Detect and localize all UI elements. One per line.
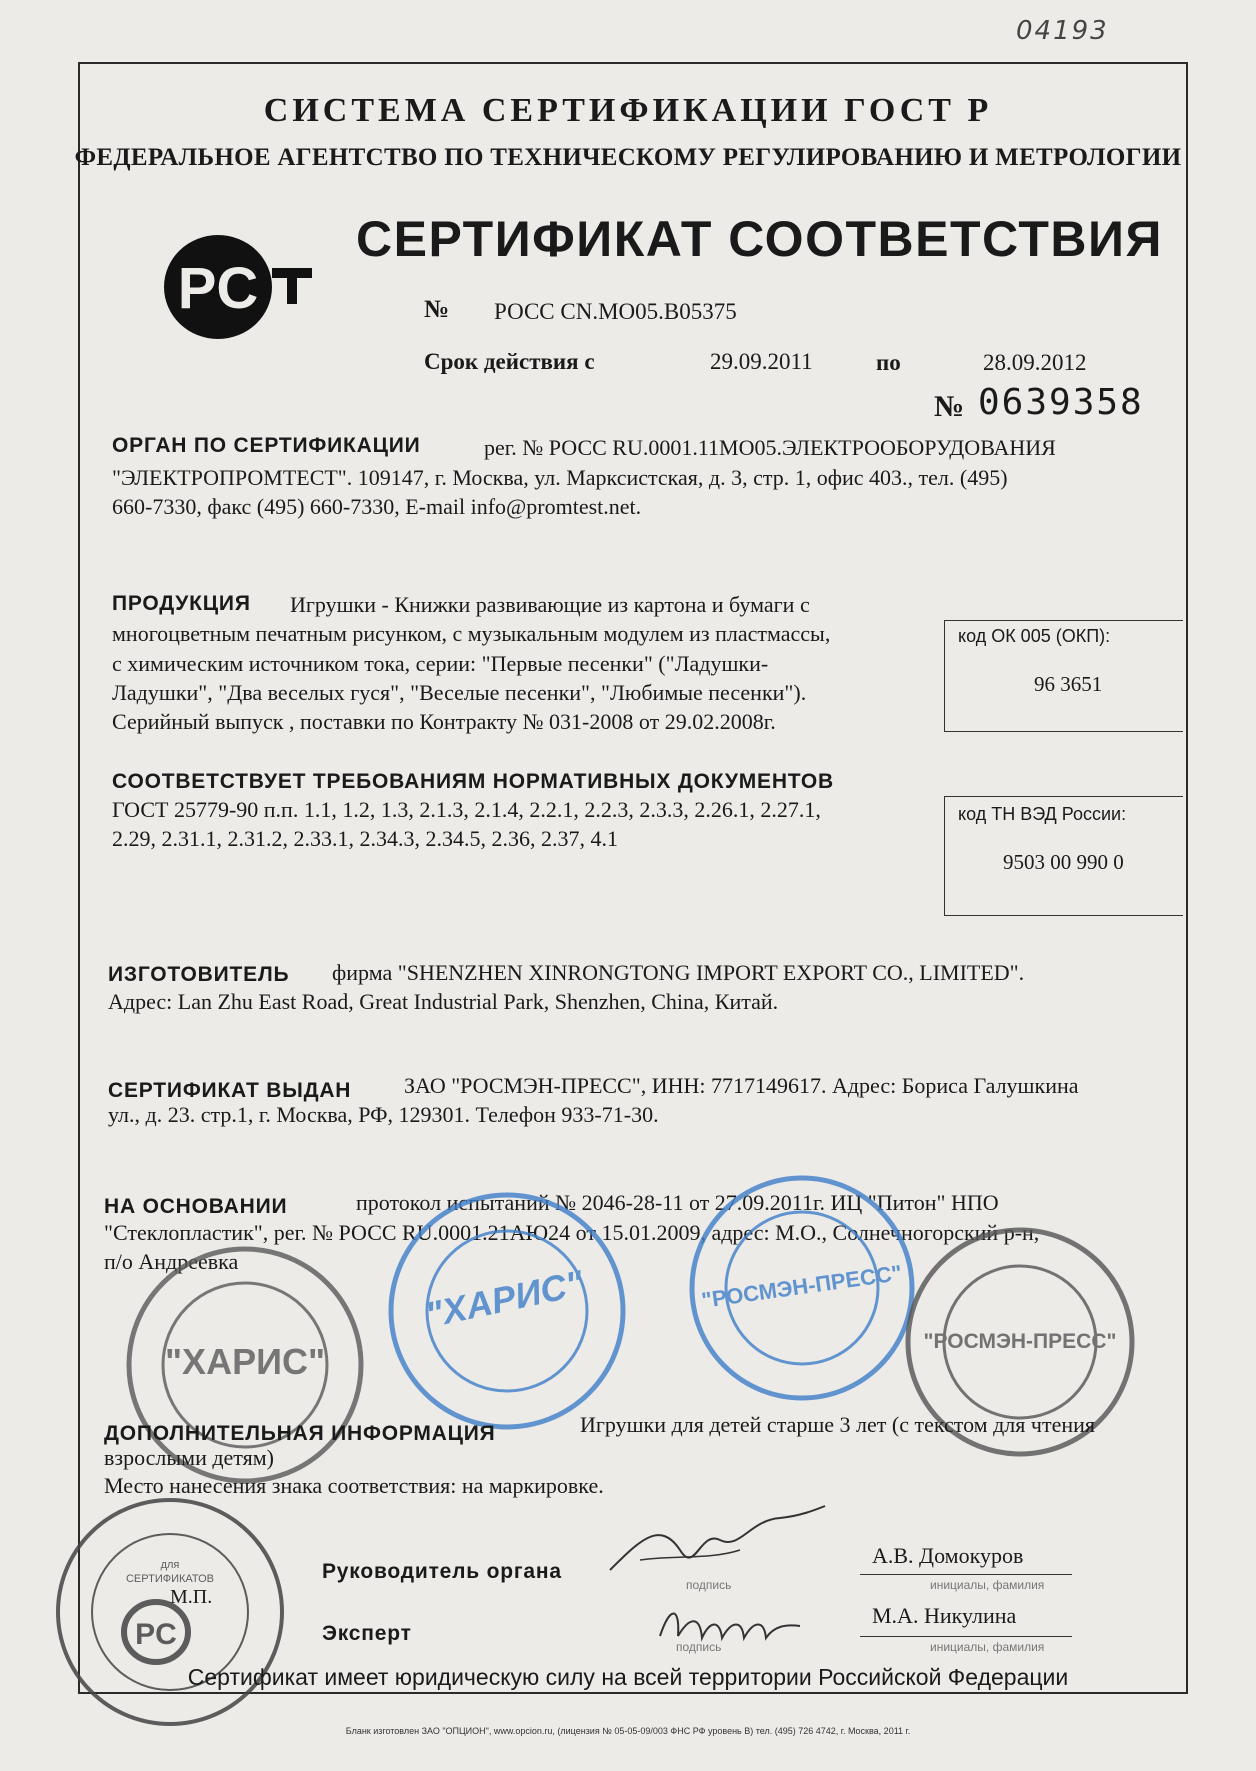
okp-label: код ОК 005 (ОКП):: [958, 626, 1111, 646]
system-title: СИСТЕМА СЕРТИФИКАЦИИ ГОСТ Р: [263, 92, 993, 129]
product-line2: многоцветным печатным рисунком, с музыкальным модулем из пластмассы,: [112, 621, 831, 646]
issued-to-label: СЕРТИФИКАТ ВЫДАН: [108, 1079, 352, 1102]
haris-gray-stamp-text: "ХАРИС": [164, 1341, 326, 1382]
additional-line2: взрослыми детям): [104, 1445, 274, 1470]
validity-label: Срок действия с: [424, 349, 595, 374]
organ-seal-stamp: [50, 1492, 290, 1732]
rosmen-gray-stamp-text: "РОСМЭН-ПРЕСС": [923, 1330, 1117, 1353]
additional-info-label: ДОПОЛНИТЕЛЬНАЯ ИНФОРМАЦИЯ: [104, 1422, 496, 1445]
product-line4: Ладушки", "Два веселых гуся", "Веселые песенки", "Любимые песенки").: [112, 680, 807, 705]
rst-logo-icon: [160, 232, 320, 342]
conformity-label: СООТВЕТСТВУЕТ ТРЕБОВАНИЯМ НОРМАТИВНЫХ ДОКУМЕНТОВ: [112, 770, 835, 793]
certificate-number: РОСС CN.МО05.В05375: [494, 299, 737, 324]
additional-line3: Место нанесения знака соответствия: на маркировке.: [104, 1473, 604, 1498]
expert-label: Эксперт: [322, 1622, 412, 1645]
agency-title: ФЕДЕРАЛЬНОЕ АГЕНТСТВО ПО ТЕХНИЧЕСКОМУ РЕГУЛИРОВАНИЮ И МЕТРОЛОГИИ: [74, 144, 1182, 171]
product-line5: Серийный выпуск , поставки по Контракту № 031-2008 от 29.02.2008г.: [112, 709, 776, 734]
to-label: по: [876, 350, 901, 375]
okp-code: 96 3651: [1034, 672, 1103, 696]
organ-seal-top-text: для: [160, 1559, 180, 1571]
tnved-label: код ТН ВЭД России:: [958, 804, 1127, 824]
number-label: №: [424, 296, 450, 323]
head-signature-caption: подпись: [686, 1578, 732, 1592]
svg-text:PC: PC: [135, 1618, 177, 1651]
certification-body-line1: рег. № РОСС RU.0001.11МО05.ЭЛЕКТРООБОРУДОВАНИЯ: [484, 435, 1056, 460]
conformity-line1: ГОСТ 25779-90 п.п. 1.1, 1.2, 1.3, 2.1.3, 2.1.4, 2.2.1, 2.2.3, 2.3.3, 2.26.1, 2.27.1,: [112, 797, 821, 822]
issued-to-line1: ЗАО "РОСМЭН-ПРЕСС", ИНН: 7717149617. Адрес: Бориса Галушкина: [404, 1073, 1079, 1098]
manufacturer-label: ИЗГОТОВИТЕЛЬ: [108, 963, 290, 986]
haris-blue-stamp: [382, 1186, 632, 1436]
basis-line3: п/о Андреевка: [104, 1249, 239, 1274]
basis-line1: протокол испытаний № 2046-28-11 от 27.09.2011г. ИЦ "Питон" НПО: [356, 1190, 999, 1215]
product-label: ПРОДУКЦИЯ: [112, 592, 251, 615]
organ-seal-mid-text: СЕРТИФИКАТОВ: [125, 1573, 215, 1585]
manufacturer-line1: фирма "SHENZHEN XINRONGTONG IMPORT EXPORT CO., LIMITED".: [332, 960, 1025, 985]
svg-text:PC: PC: [177, 256, 259, 321]
issued-to-line2: ул., д. 23. стр.1, г. Москва, РФ, 129301. Телефон 933-71-30.: [108, 1102, 659, 1127]
expert-signature-caption: подпись: [676, 1640, 722, 1654]
form-imprint: Бланк изготовлен ЗАО "ОПЦИОН", www.opcion.ru, (лицензия № 05-05-09/003 ФНС РФ уровень В) тел. (495) 726 4742, г. Москва, 2011 г.: [345, 1726, 911, 1736]
expert-name: М.А. Никулина: [872, 1603, 1017, 1628]
form-number: 0639358: [978, 382, 1144, 423]
basis-line2: "Стеклопластик", рег. № РОСС RU.0001.21АЮ24 от 15.01.2009, адрес: М.О., Солнечногорский р-н,: [104, 1220, 1040, 1245]
additional-line1: Игрушки для детей старше 3 лет (с текстом для чтения: [580, 1412, 1096, 1437]
tnved-code: 9503 00 990 0: [1003, 850, 1124, 874]
expert-name-line: [860, 1636, 1072, 1637]
certification-body-line3: 660-7330, факс (495) 660-7330, E-mail info@promtest.net.: [112, 494, 642, 519]
valid-to: 28.09.2012: [983, 350, 1087, 375]
rosmen-blue-stamp: [684, 1170, 920, 1406]
manufacturer-line2: Адрес: Lan Zhu East Road, Great Industrial Park, Shenzhen, China, Китай.: [108, 989, 779, 1014]
legal-notice: Сертификат имеет юридическую силу на всей территории Российской Федерации: [187, 1664, 1069, 1690]
mp-label: М.П.: [170, 1586, 213, 1608]
head-signature-icon: [600, 1500, 830, 1590]
rosmen-blue-stamp-text: "РОСМЭН-ПРЕСС": [699, 1260, 904, 1313]
basis-label: НА ОСНОВАНИИ: [104, 1195, 288, 1218]
handwritten-number: 04193: [1016, 16, 1109, 46]
certification-body-label: ОРГАН ПО СЕРТИФИКАЦИИ: [112, 434, 421, 457]
head-name-caption: инициалы, фамилия: [930, 1578, 1045, 1592]
product-line3: с химическим источником тока, серии: "Первые песенки" ("Ладушки-: [112, 651, 769, 676]
head-label: Руководитель органа: [322, 1560, 562, 1583]
expert-name-caption: инициалы, фамилия: [930, 1640, 1045, 1654]
head-name-line: [860, 1574, 1072, 1575]
conformity-line2: 2.29, 2.31.1, 2.31.2, 2.33.1, 2.34.3, 2.34.5, 2.36, 2.37, 4.1: [112, 826, 618, 851]
certification-body-line2: "ЭЛЕКТРОПРОМТЕСТ". 109147, г. Москва, ул. Марксистская, д. 3, стр. 1, офис 403., тел. (495): [112, 465, 1008, 490]
product-line1: Игрушки - Книжки развивающие из картона и бумаги с: [290, 592, 810, 617]
head-name: А.В. Домокуров: [872, 1543, 1024, 1568]
valid-from: 29.09.2011: [710, 349, 813, 374]
haris-blue-stamp-text: "ХАРИС": [421, 1262, 587, 1336]
form-number-label: №: [934, 390, 965, 423]
expert-signature-icon: [650, 1596, 810, 1656]
certificate-title: СЕРТИФИКАТ СООТВЕТСТВИЯ: [356, 211, 1163, 267]
